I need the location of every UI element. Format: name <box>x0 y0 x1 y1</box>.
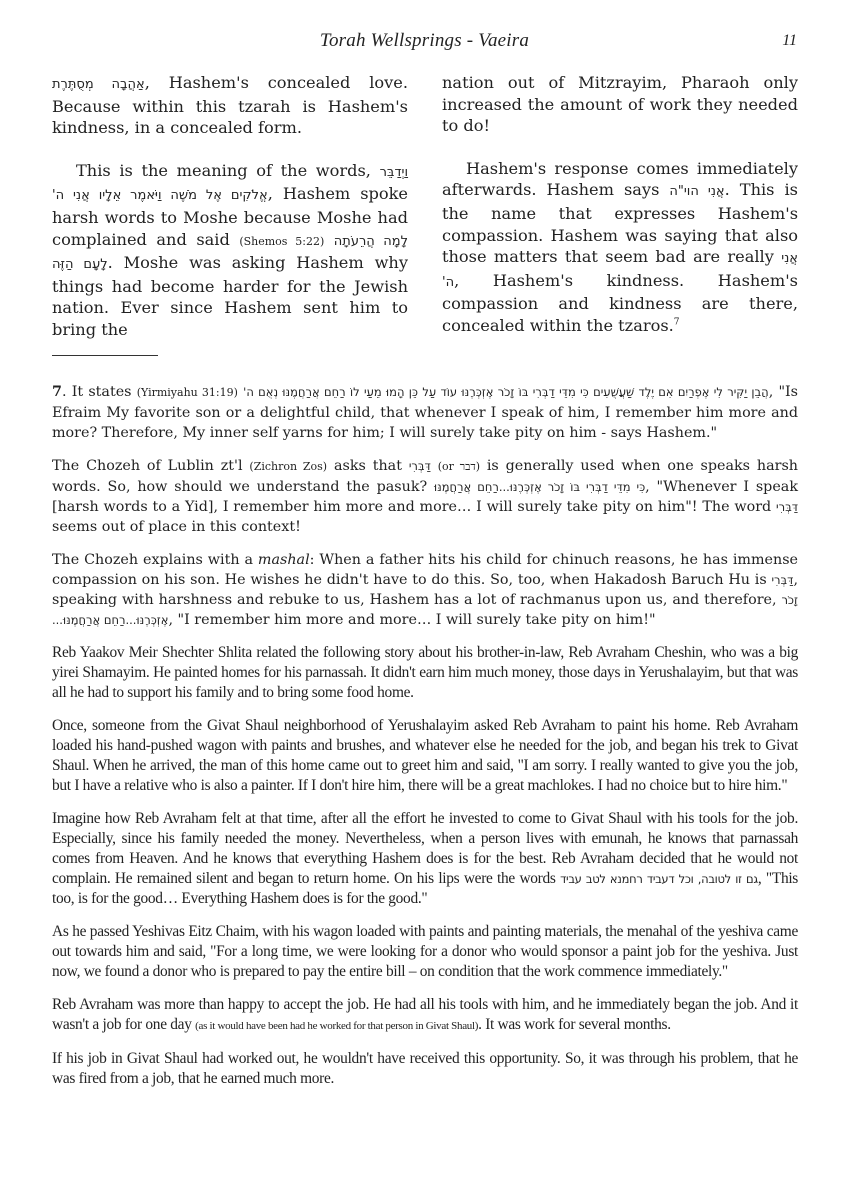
page-number: 11 <box>782 32 797 49</box>
source-reference: (or דבר) <box>437 460 480 473</box>
hebrew-word: דַּבְּרִי <box>771 573 794 587</box>
footnote-paragraph: Imagine how Reb Avraham felt at that time, after all the effort he invested to come to Givat Shaul with his tools for the job. Especially, since his family needed the money. Nevertheless, when a person lives with emunah, he knows that parnassah comes from Heaven. And he knows that everything Hashem does is for the best. Reb Avraham decided that he would not complain. He remained silent and began to return home. On his lips were the words גם זו לטובה, וכל דעביד רחמנא לטב עביד, "This too, is for the good… Everything Hashem does is for the good." <box>52 810 799 907</box>
left-column <box>52 72 408 362</box>
paragraph: nation out of Mitzrayim, Pharaoh only increased the amount of work they needed to do! <box>442 73 798 136</box>
hebrew-phrase: גם זו לטובה, וכל דעביד רחמנא לטב עביד <box>560 872 758 886</box>
source-reference: (Yirmiyahu 31:19) <box>136 386 238 399</box>
hebrew-word: דַּבְּרִי <box>408 459 431 473</box>
hebrew-phrase: אֲנִי ה' <box>442 251 798 290</box>
footnote-marker[interactable]: 7 <box>673 317 680 328</box>
footnote-paragraph: The Chozeh of Lublin zt'l (Zichron Zos) asks that דַּבְּרִי (or דבר) is generally used when one speaks harsh words. So, how should we understand the pasuk? כִּי מִדֵּי דַבְּרִי בּוֹ זָכֹר אֶזְכְּרֶנּוּ...רַחֵם אֲרַחֲמֶנּוּ, "Whenever I speak [harsh words to a Yid], I remember him more and more… I will surely take pity on him"! The word דַּבְּרִי seems out of place in this context! <box>52 458 798 535</box>
hebrew-word: דַּבְּרִי <box>776 500 798 514</box>
paragraph: This is the meaning of the words, וַיְדַבֵּר אֱלֹקִים אֶל מֹשֶׁה וַיֹּאמֶר אֵלָיו אֲנִי ה', Hashem spoke harsh words to Moshe because Moshe had complained and said (Shemos 5:22) לָמָה הֲרֵעֹתָה לָעָם הַזֶּה. Moshe was asking Hashem why things had become harder for the Jewish nation. Ever since Hashem sent him to bring the <box>52 160 408 339</box>
footnotes-section <box>52 382 798 1102</box>
footnote-paragraph: Reb Yaakov Meir Shechter Shlita related the following story about his brother-in-law, Reb Avraham Cheshin, who was a big yirei Shamayim. He painted homes for his parnassah. It didn't earn him much money, those days in Yerushalayim, but that was all he had to support his family and to bring some food home. <box>52 644 798 701</box>
hebrew-phrase: וַיְדַבֵּר אֱלֹקִים אֶל מֹשֶׁה וַיֹּאמֶר אֵלָיו אֲנִי ה' <box>52 164 408 204</box>
source-reference: (Zichron Zos) <box>249 460 328 473</box>
hebrew-verse: הֲבֵן יַקִּיר לִי אֶפְרַיִם אִם יֶלֶד שַׁעֲשֻׁעִים כִּי מִדֵּי דַבְּרִי בּוֹ זָכֹר אֶזְכְּרֶנּוּ עוֹד עַל כֵּן הָמוּ מֵעַי לוֹ רַחֵם אֲרַחֲמֶנּוּ נְאֻם ה' <box>243 385 769 399</box>
hebrew-phrase: אֲנִי הוי"ה <box>669 184 725 200</box>
two-column-body <box>52 72 798 362</box>
footnote-paragraph: Reb Avraham was more than happy to accept the job. He had all his tools with him, and he immediately began the job. And it wasn't a job for one day (as it would have been had he worked for that person in Givat Shaul). It was work for several months. <box>52 996 798 1033</box>
hebrew-phrase: כִּי מִדֵּי דַבְּרִי בּוֹ זָכֹר אֶזְכְּרֶנּוּ...רַחֵם אֲרַחֲמֶנּוּ <box>434 480 646 494</box>
running-title: Torah Wellsprings - Vaeira <box>319 30 530 51</box>
italic-term: mashal <box>257 552 310 568</box>
right-column <box>442 72 798 362</box>
hebrew-phrase: אַהֲבָה מְסֻתֶּרֶת <box>52 77 145 92</box>
footnote-paragraph: Once, someone from the Givat Shaul neighborhood of Yerushalayim asked Reb Avraham to paint his home. Reb Avraham loaded his hand-pushed wagon with paints and brushes, and whatever else he needed for the job, and began his trek to Givat Shaul. When he arrived, the man of this home came out to greet him and said, "I am sorry. I really wanted to give you the job, but I have a relative who is also a painter. If I don't hire him, there will be a great machlokes. I had no choice but to hire him." <box>52 717 798 794</box>
footnote-divider <box>52 355 158 356</box>
source-reference: (Shemos 5:22) <box>239 234 325 248</box>
footnote-paragraph: If his job in Givat Shaul had worked out, he wouldn't have received this opportunity. So, it was through his problem, that he was fired from a job, that he earned much more. <box>52 1050 798 1087</box>
footnote-paragraph: As he passed Yeshivas Eitz Chaim, with his wagon loaded with paints and painting materials, the menahal of the yeshiva came out towards him and said, "For a long time, we were looking for a donor who would sponsor a paint job for the yeshiva. Just now, we found a donor who is prepared to pay the entire bill – on condition that the work commence immediately." <box>52 923 798 980</box>
page-header <box>0 30 849 60</box>
paragraph: Hashem's response comes immediately afterwards. Hashem says אֲנִי הוי"ה. This is the name that expresses Hashem's compassion. Hashem was saying that also those matters that seem bad are really אֲנִי ה', Hashem's kindness. Hashem's compassion and kindness are there, concealed within the tzaros.$^7$ <box>442 158 798 335</box>
footnote-paragraph: The Chozeh explains with a mashal: When a father hits his child for chinuch reasons, he has immense compassion on his son. He wishes he didn't have to do this. So, too, when Hakadosh Baruch Hu is דַּבְּרִי, speaking with harshness and rebuke to us, Hashem has a lot of rachmanus upon us, and therefore, זָכֹר אֶזְכְּרֶנּוּ...רַחֵם אֲרַחֲמֶנּוּ..., "I remember him more and more… I will surely take pity on him!" <box>52 552 798 628</box>
parenthetical-note: (as it would have been had he worked for that person in Givat Shaul) <box>195 1020 479 1032</box>
paragraph: אַהֲבָה מְסֻתֶּרֶת, Hashem's concealed love. Because within this tzarah is Hashem's kindness, in a concealed form. <box>52 73 409 138</box>
footnote-7: 7. It states (Yirmiyahu 31:19) הֲבֵן יַקִּיר לִי אֶפְרַיִם אִם יֶלֶד שַׁעֲשֻׁעִים כִּי מִדֵּי דַבְּרִי בּוֹ זָכֹר אֶזְכְּרֶנּוּ עוֹד עַל כֵּן הָמוּ מֵעַי לוֹ רַחֵם אֲרַחֲמֶנּוּ נְאֻם ה', "Is Efraim My favorite son or a delightful child, that whenever I speak of him, I remember him more and more? Therefore, My inner self yarns for him; I will surely take pity on him - says Hashem." <box>52 384 799 441</box>
hebrew-phrase: זָכֹר אֶזְכְּרֶנּוּ...רַחֵם אֲרַחֲמֶנּוּ... <box>52 593 798 627</box>
footnote-number: 7 <box>52 384 62 400</box>
hebrew-phrase: לָמָה הֲרֵעֹתָה לָעָם הַזֶּה <box>52 233 408 273</box>
